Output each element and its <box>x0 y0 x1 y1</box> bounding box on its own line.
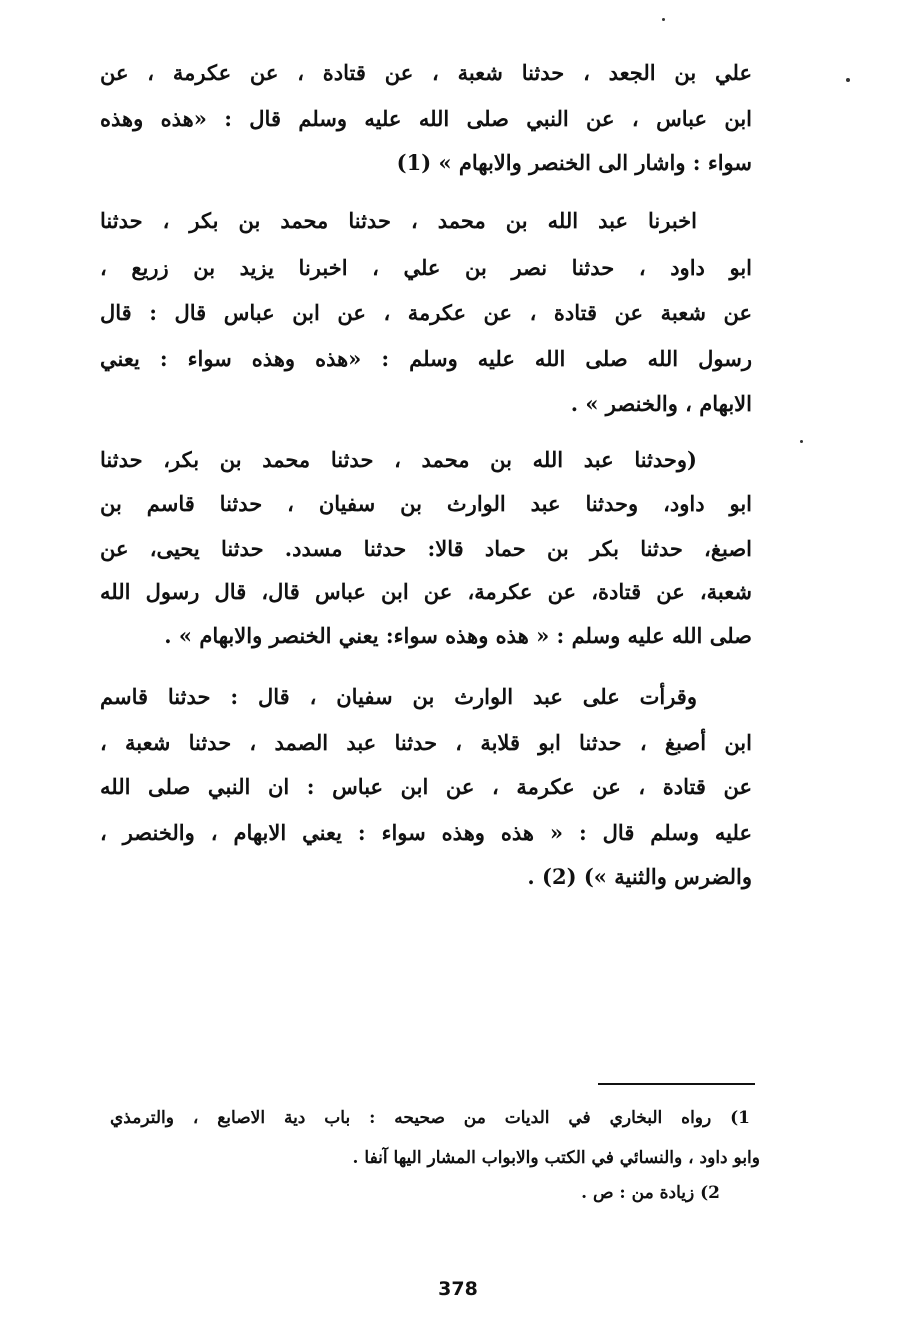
ink-speck <box>800 440 803 443</box>
text-line: رسول الله صلى الله عليه وسلم : «هذه وهذه سواء : يعني <box>100 346 752 371</box>
text-line: اصبغ، حدثنا بكر بن حماد قالا: حدثنا مسدد. حدثنا يحيى، عن <box>100 536 752 561</box>
footnote-divider <box>598 1083 755 1085</box>
text-line: وقرأت على عبد الوارث بن سفيان ، قال : حدثنا قاسم <box>100 684 697 709</box>
text-line: علي بن الجعد ، حدثنا شعبة ، عن قتادة ، عن عكرمة ، عن <box>100 60 752 85</box>
footnote-line: وابو داود ، والنسائي في الكتب والابواب المشار اليها آنفا . <box>352 1148 760 1168</box>
text-line: ابو داود، وحدثنا عبد الوارث بن سفيان ، حدثنا قاسم بن <box>100 491 752 516</box>
text-line: عن قتادة ، عن عكرمة ، عن ابن عباس : ان النبي صلى الله <box>100 774 752 799</box>
text-line: الابهام ، والخنصر » . <box>570 391 752 416</box>
text-line: ابن عباس ، عن النبي صلى الله عليه وسلم قال : «هذه وهذه <box>100 106 752 131</box>
ink-speck <box>846 78 850 82</box>
text-line: اخبرنا عبد الله بن محمد ، حدثنا محمد بن بكر ، حدثنا <box>100 208 697 233</box>
footnote-line: 2) زيادة من : ص . <box>581 1183 720 1203</box>
text-line: (وحدثنا عبد الله بن محمد ، حدثنا محمد بن بكر، حدثنا <box>100 447 697 472</box>
text-line: عليه وسلم قال : « هذه وهذه سواء : يعني الابهام ، والخنصر ، <box>100 820 752 845</box>
text-line: والضرس والثنية ») (2) . <box>527 864 752 889</box>
text-line: صلى الله عليه وسلم : « هذه وهذه سواء: يعني الخنصر والابهام » . <box>164 623 752 648</box>
footnote-line: 1) رواه البخاري في الديات من صحيحه : باب دية الاصابع ، والترمذي <box>110 1108 750 1128</box>
page-number: 378 <box>438 1278 478 1300</box>
text-line: ابن أصبغ ، حدثنا ابو قلابة ، حدثنا عبد الصمد ، حدثنا شعبة ، <box>100 730 752 755</box>
text-line: ابو داود ، حدثنا نصر بن علي ، اخبرنا يزيد بن زريع ، <box>100 255 752 280</box>
text-line: سواء : واشار الى الخنصر والابهام » (1) <box>396 150 752 175</box>
text-line: شعبة، عن قتادة، عن عكرمة، عن ابن عباس قال، قال رسول الله <box>100 579 752 604</box>
text-line: عن شعبة عن قتادة ، عن عكرمة ، عن ابن عباس قال : قال <box>100 300 752 325</box>
ink-speck <box>662 18 665 21</box>
